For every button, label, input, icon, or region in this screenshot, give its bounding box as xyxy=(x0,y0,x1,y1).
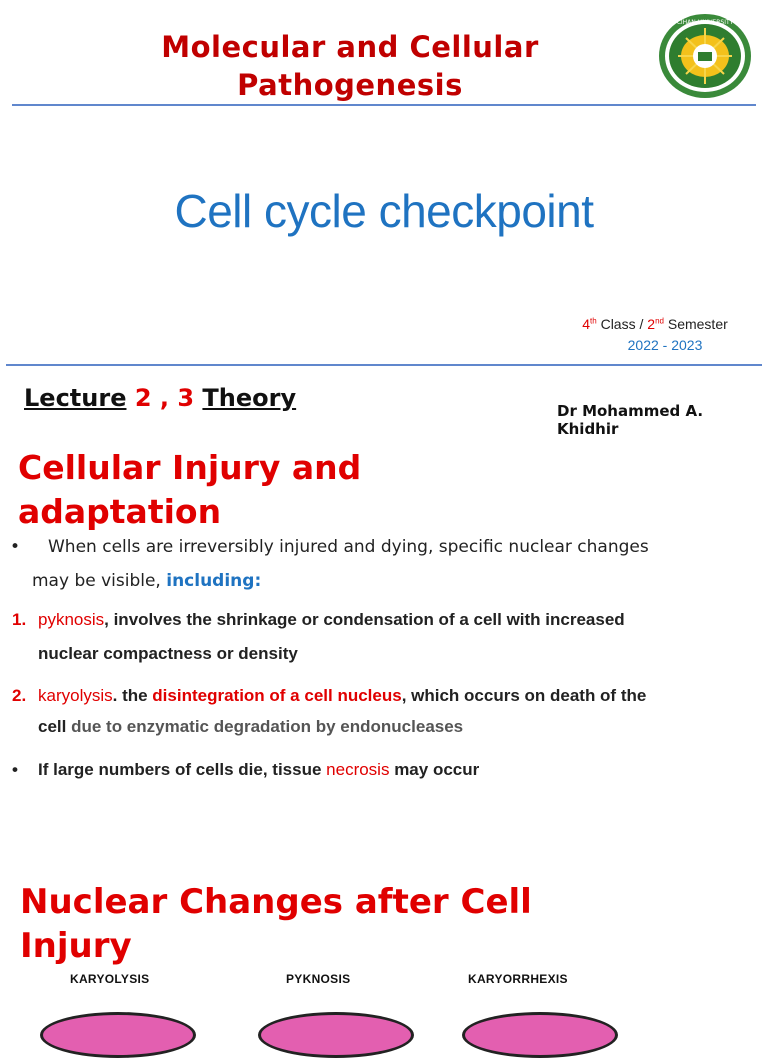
pyknosis-cell-image xyxy=(258,1012,414,1058)
class-semester: 4th Class / 2nd Semester xyxy=(582,316,728,332)
title-divider xyxy=(6,364,762,366)
section-heading-cellular-injury: Cellular Injury and adaptation xyxy=(18,448,362,531)
university-logo xyxy=(656,12,754,100)
lecture-label: Lecture 2 , 3 Theory xyxy=(24,384,297,412)
figure-label-karyolysis: KARYOLYSIS xyxy=(70,972,150,986)
intro-bullet: • When cells are irreversibly injured and dying, specific nuclear changes may be visible, including: xyxy=(10,537,649,591)
karyolysis-cell-image xyxy=(40,1012,196,1058)
figure-label-pyknosis: PYKNOSIS xyxy=(286,972,351,986)
page-title: Cell cycle checkpoint xyxy=(174,185,594,237)
header-divider xyxy=(12,104,756,106)
list-item-necrosis: • If large numbers of cells die, tissue necrosis may occur xyxy=(12,760,480,779)
course-title-line1: Molecular and Cellular xyxy=(161,30,539,64)
course-title xyxy=(60,28,640,104)
academic-year: 2022 - 2023 xyxy=(627,337,703,353)
list-item-pyknosis: 1. pyknosis, involves the shrinkage or condensation of a cell with increased nuclear compactness or density xyxy=(12,610,625,663)
list-item-karyolysis: 2. karyolysis. the disintegration of a cell nucleus, which occurs on death of the cell due to enzymatic degradation by endonucleases xyxy=(12,686,647,736)
lecturer-name: Dr Mohammed A. Khidhir xyxy=(557,402,704,438)
section-heading-nuclear-changes: Nuclear Changes after Cell Injury xyxy=(20,882,532,966)
karyorrhexis-cell-image xyxy=(462,1012,618,1058)
figure-label-karyorrhexis: KARYORRHEXIS xyxy=(468,972,568,986)
course-title-line2: Pathogenesis xyxy=(237,68,463,102)
logo-text: CIHAN UNIVERSITY xyxy=(676,19,734,26)
